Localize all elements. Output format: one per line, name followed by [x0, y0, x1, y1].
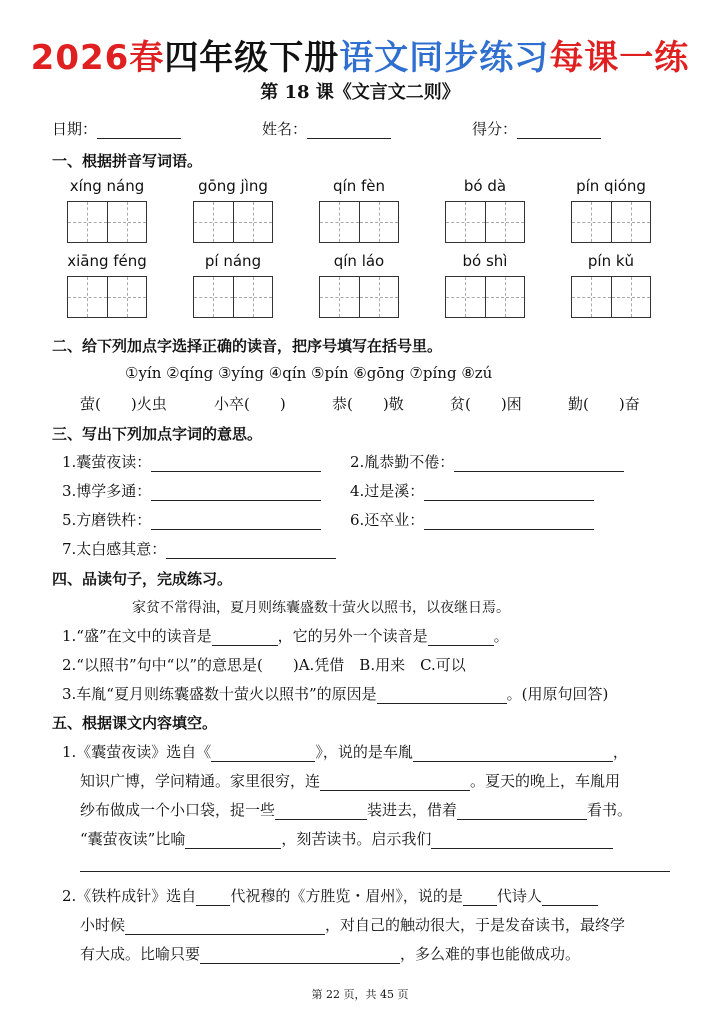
- writing-grid[interactable]: [67, 276, 147, 318]
- pronunciation-item-2[interactable]: 小卒( ): [214, 395, 286, 413]
- writing-grid[interactable]: [445, 276, 525, 318]
- pinyin-8: qín láo: [333, 252, 385, 270]
- fill-p2-line3[interactable]: [80, 943, 580, 964]
- q3-text-b: 。(用原句回答): [506, 685, 609, 703]
- page-number: 第 22 页，共 45 页: [311, 988, 409, 1001]
- fill-p2-line2[interactable]: [80, 914, 625, 935]
- meaning-item-5[interactable]: [62, 509, 321, 530]
- title-part-subject: 语文同步练习: [339, 38, 550, 78]
- meaning-item-label: 3.博学多通：: [62, 482, 152, 500]
- section-2-title: 二、给下列加点字选择正确的读音，把序号填写在括号里。: [52, 337, 443, 355]
- reading-q1[interactable]: [62, 625, 509, 646]
- title-part-series: 每课一练: [549, 38, 690, 78]
- pinyin-10: pín kǔ: [587, 252, 635, 270]
- pronunciation-item-3[interactable]: 恭( )敬: [332, 395, 404, 413]
- p1-f: 纱布做成一个小口袋，捉一些: [80, 801, 276, 819]
- q1-text-b: ，它的另外一个读音是: [277, 627, 428, 645]
- p2-e: ，对自己的触动很大，于是发奋读书，最终学: [325, 916, 626, 934]
- fill-p1-line3[interactable]: [80, 799, 632, 820]
- p1-h: 看书。: [587, 801, 633, 819]
- p1-b: 》，说的是车胤: [315, 743, 413, 761]
- section-1-title: 一、根据拼音写词语。: [52, 152, 203, 170]
- worksheet-title: [0, 30, 720, 79]
- p1-g: 装进去，借着: [367, 801, 458, 819]
- reading-quote: 家贫不常得油，夏月则练囊盛数十萤火以照书，以夜继日焉。: [132, 600, 510, 616]
- writing-grid[interactable]: [319, 276, 399, 318]
- score-field[interactable]: [472, 118, 601, 139]
- meaning-item-label: 7.太白感其意：: [62, 540, 167, 558]
- writing-grid[interactable]: [445, 201, 525, 243]
- date-label: 日期：: [52, 120, 98, 138]
- writing-grid[interactable]: [571, 201, 651, 243]
- pinyin-7: pí náng: [204, 252, 262, 270]
- pinyin-5: pín qióng: [576, 177, 646, 195]
- meaning-item-label: 6.还卒业：: [350, 511, 425, 529]
- score-label: 得分：: [472, 120, 518, 138]
- pinyin-9: bó shì: [462, 252, 508, 270]
- meaning-item-label: 4.过是溪：: [350, 482, 425, 500]
- q3-text-a: 3.车胤“夏月则练囊盛数十萤火以照书”的原因是: [62, 685, 377, 703]
- lesson-title: 第 18 课《文言文二则》: [260, 82, 460, 103]
- meaning-item-6[interactable]: [350, 509, 594, 530]
- p2-g: ，多么难的事也能做成功。: [400, 945, 581, 963]
- pinyin-3: qín fèn: [333, 177, 385, 195]
- title-part-grade: 四年级下册: [164, 38, 340, 78]
- pronunciation-options: ①yín ②qíng ③yíng ④qín ⑤pín ⑥gōng ⑦píng ⑧zú: [125, 364, 493, 382]
- fill-p1-line4[interactable]: [80, 828, 613, 849]
- meaning-item-3[interactable]: [62, 480, 321, 501]
- name-label: 姓名：: [262, 120, 308, 138]
- q1-text-a: 1.“盛”在文中的读音是: [62, 627, 212, 645]
- fill-p1-line2[interactable]: [80, 770, 620, 791]
- writing-grid[interactable]: [193, 276, 273, 318]
- pinyin-1: xíng náng: [69, 177, 145, 195]
- p1-c: ，: [612, 743, 628, 761]
- section-5-title: 五、根据课文内容填空。: [52, 714, 218, 732]
- pinyin-4: bó dà: [463, 177, 507, 195]
- p2-b: 代祝穆的《方胜览・眉州》，说的是: [230, 887, 463, 905]
- writing-grid[interactable]: [571, 276, 651, 318]
- pinyin-6: xiāng féng: [67, 252, 147, 270]
- p2-d: 小时候: [80, 916, 126, 934]
- meaning-item-1[interactable]: [62, 451, 321, 472]
- meaning-item-7[interactable]: [62, 538, 336, 559]
- p2-c: 代诗人: [496, 887, 542, 905]
- name-field[interactable]: [262, 118, 391, 139]
- pronunciation-item-1[interactable]: 萤( )火虫: [80, 395, 167, 413]
- section-4-title: 四、品读句子，完成练习。: [52, 570, 233, 588]
- fill-p1-line1[interactable]: [62, 741, 628, 762]
- p1-j: ，刻苦读书。启示我们: [281, 830, 432, 848]
- writing-grid[interactable]: [193, 201, 273, 243]
- meaning-item-label: 1.囊萤夜读：: [62, 453, 152, 471]
- p1-e: 。夏天的晚上，车胤用: [470, 772, 621, 790]
- writing-grid[interactable]: [67, 201, 147, 243]
- p2-f: 有大成。比喻只要: [80, 945, 201, 963]
- p1-d: 知识广博，学问精通。家里很穷，连: [80, 772, 321, 790]
- section-3-title: 三、写出下列加点字词的意思。: [52, 425, 263, 443]
- answer-line[interactable]: [80, 871, 670, 872]
- p2-a: 2.《铁杵成针》选自: [62, 887, 197, 905]
- meaning-item-4[interactable]: [350, 480, 594, 501]
- reading-q2[interactable]: 2.“以照书”句中“以”的意思是( )A.凭借 B.用来 C.可以: [62, 656, 466, 674]
- pronunciation-item-5[interactable]: 勤( )奋: [568, 395, 640, 413]
- q1-text-c: 。: [493, 627, 509, 645]
- meaning-item-2[interactable]: [350, 451, 624, 472]
- meaning-item-label: 2.胤恭勤不倦：: [350, 453, 455, 471]
- p1-a: 1.《囊萤夜读》选自《: [62, 743, 212, 761]
- pinyin-2: gōng jìng: [198, 177, 268, 195]
- p1-i: “囊萤夜读”比喻: [80, 830, 186, 848]
- pronunciation-item-4[interactable]: 贫( )困: [450, 395, 522, 413]
- writing-grid[interactable]: [319, 201, 399, 243]
- meaning-item-label: 5.方磨铁杵：: [62, 511, 152, 529]
- reading-q3[interactable]: [62, 683, 608, 704]
- date-field[interactable]: [52, 118, 181, 139]
- title-part-year: 2026春: [30, 38, 165, 78]
- fill-p2-line1[interactable]: [62, 885, 598, 906]
